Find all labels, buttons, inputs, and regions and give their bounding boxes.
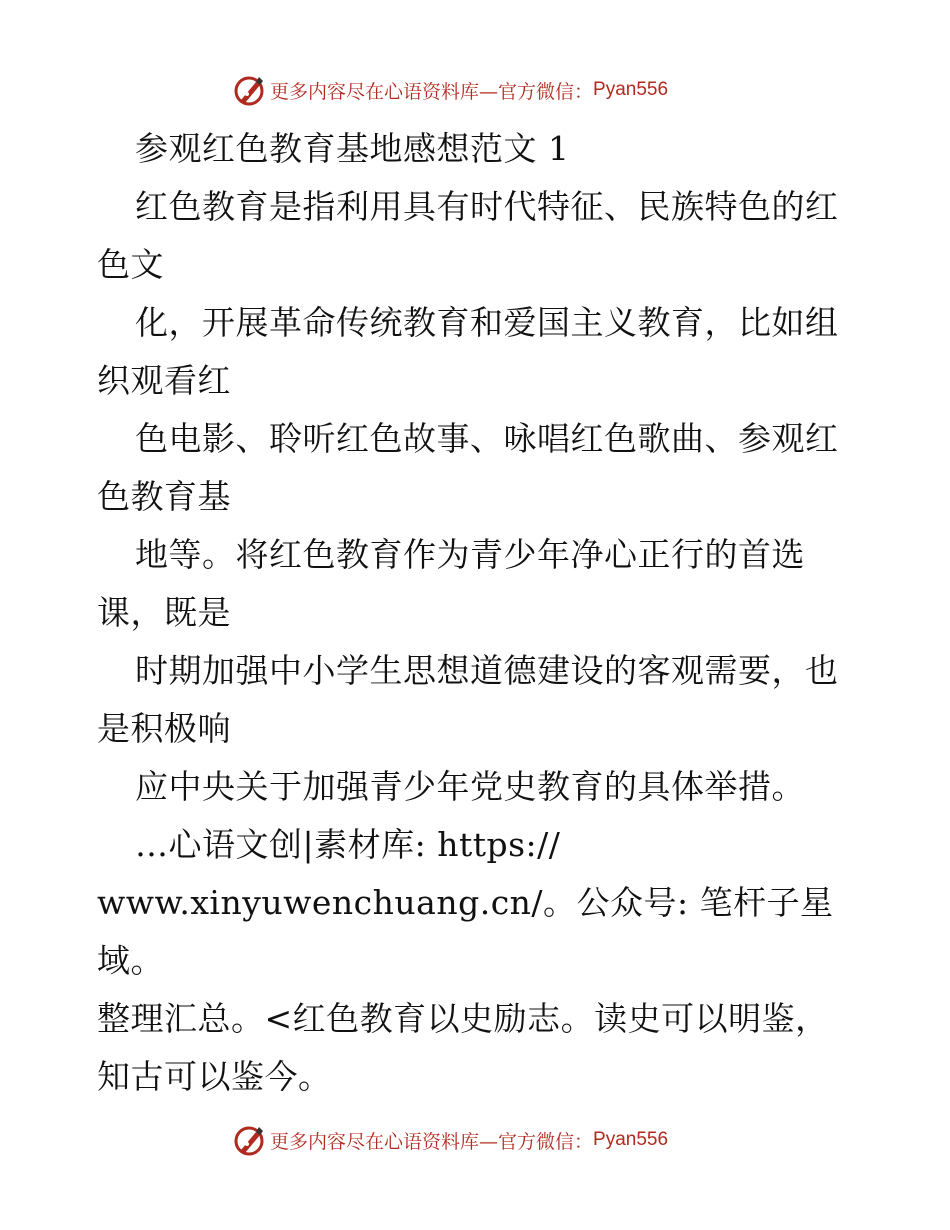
paragraph-9: 整理汇总。<红色教育以史励志。读史可以明鉴， <box>97 999 829 1038</box>
footer-banner <box>232 1120 732 1160</box>
header-banner <box>232 70 732 110</box>
pen-nib-logo-icon <box>232 1123 266 1157</box>
paragraph-2: 化，开展革命传统教育和爱国主义教育，比如组织观看红 <box>97 303 839 400</box>
document-body <box>97 120 867 1106</box>
paragraph-4: 地等。将红色教育作为青少年净心正行的首选课，既是 <box>97 535 805 632</box>
paragraph-6: 应中央关于加强青少年党史教育的具体举措。 <box>135 767 805 806</box>
pen-nib-logo-icon <box>232 73 266 107</box>
paragraph-1: 红色教育是指利用具有时代特征、民族特色的红色文 <box>97 187 839 284</box>
header-wechat-id: Pyan556 <box>593 79 669 100</box>
paragraph-3: 色电影、聆听红色故事、咏唱红色歌曲、参观红色教育基 <box>97 419 839 516</box>
paragraph-10: 知古可以鉴今。 <box>97 1057 332 1096</box>
footer-wechat-id: Pyan556 <box>593 1129 669 1150</box>
document-title: 参观红色教育基地感想范文 1 <box>135 129 570 168</box>
paragraph-8: www.xinyuwenchuang.cn/。公众号: 笔杆子星域。 <box>97 883 834 980</box>
paragraph-7: …心语文创|素材库: https:// <box>135 825 561 864</box>
paragraph-5: 时期加强中小学生思想道德建设的客观需要，也是积极响 <box>97 651 839 748</box>
header-promo-text: 更多内容尽在心语资料库—官方微信： <box>270 80 594 103</box>
footer-promo-text: 更多内容尽在心语资料库—官方微信： <box>270 1130 594 1153</box>
